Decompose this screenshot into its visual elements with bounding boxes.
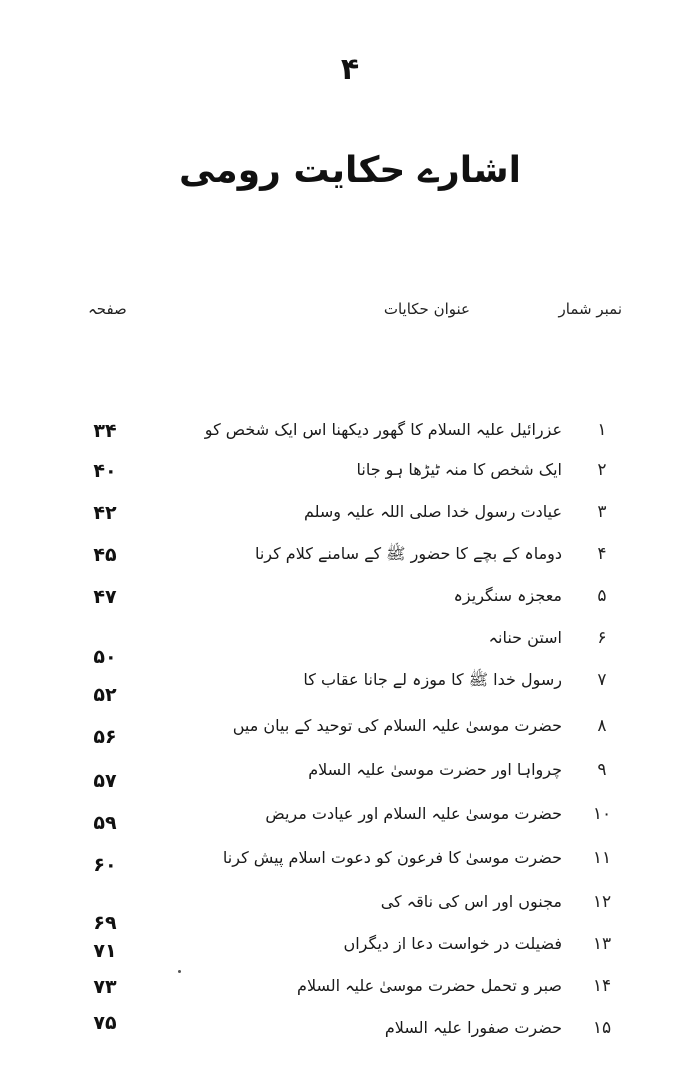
- toc-row: [0, 544, 700, 578]
- row-serial: ۱۳: [592, 934, 612, 954]
- row-serial: ۱۲: [592, 892, 612, 912]
- row-page: ۷۱: [93, 940, 117, 962]
- row-serial: ۱: [597, 420, 607, 440]
- scan-speck: [178, 970, 181, 973]
- row-title: فضیلت در خواست دعا از دیگراں: [343, 934, 562, 953]
- row-title: ایک شخص کا منہ ٹیڑھا ہو جانا: [356, 460, 562, 479]
- header-page: صفحہ: [88, 300, 127, 318]
- row-page: ۴۷: [93, 586, 117, 608]
- row-title: مجنوں اور اس کی ناقہ کی: [380, 892, 562, 911]
- row-title: حضرت موسیٰ علیہ السلام کی توحید کے بیان میں: [232, 716, 562, 735]
- row-title: استن حنانہ: [488, 628, 562, 647]
- row-serial: ۵: [597, 586, 607, 606]
- toc-row: [0, 892, 700, 934]
- row-page: ۶۰: [93, 854, 117, 876]
- toc-row: [0, 804, 700, 838]
- toc-row: [0, 460, 700, 494]
- row-page: ۵۲: [93, 684, 117, 706]
- row-serial: ۶: [597, 628, 607, 648]
- row-page: ۴۵: [93, 544, 117, 566]
- row-page: ۵۶: [93, 726, 117, 748]
- row-title: رسول خدا ﷺ کا موزہ لے جانا عقاب کا: [303, 670, 562, 689]
- row-page: ۷۳: [93, 976, 117, 998]
- row-title: صبر و تحمل حضرت موسیٰ علیہ السلام: [297, 976, 562, 995]
- toc-row: [0, 670, 700, 704]
- toc-row: [0, 976, 700, 1010]
- page-title: اشارے حکایت رومی: [179, 150, 521, 191]
- toc-row: [0, 1012, 700, 1052]
- row-page: ۶۹: [93, 912, 117, 934]
- row-serial: ۷: [597, 670, 607, 690]
- row-page: ۴۰: [93, 460, 117, 482]
- header-story-title: عنوان حکایات: [383, 300, 470, 318]
- row-page: ۵۷: [93, 770, 117, 792]
- toc-row: [0, 628, 700, 668]
- table-header: [0, 300, 700, 330]
- row-title: معجزہ سنگریزہ: [453, 586, 562, 605]
- toc-row: [0, 586, 700, 620]
- page-number: ۴: [340, 52, 360, 87]
- row-serial: ۳: [597, 502, 607, 522]
- row-page: ۷۵: [93, 1012, 117, 1034]
- row-page: ۵۹: [93, 812, 117, 834]
- row-title: حضرت موسیٰ علیہ السلام اور عیادت مریض: [265, 804, 562, 823]
- row-serial: ۱۰: [592, 804, 612, 824]
- row-serial: ۴: [597, 544, 607, 564]
- toc-row: [0, 420, 700, 454]
- header-serial: نمبر شمار: [558, 300, 622, 318]
- row-title: دوماہ کے بچے کا حضور ﷺ کے سامنے کلام کرنا: [254, 544, 562, 563]
- row-serial: ۸: [597, 716, 607, 736]
- toc-row: [0, 934, 700, 968]
- row-title: حضرت موسیٰ کا فرعون کو دعوت اسلام پیش کرنا: [222, 848, 562, 867]
- toc-row: [0, 502, 700, 536]
- row-title: حضرت صفورا علیہ السلام: [384, 1018, 562, 1037]
- row-serial: ۹: [597, 760, 607, 780]
- toc-row: [0, 848, 700, 882]
- toc-row: [0, 760, 700, 794]
- row-serial: ۱۱: [592, 848, 612, 868]
- toc-row: [0, 716, 700, 750]
- row-title: عزرائیل علیہ السلام کا گھور دیکھنا اس ایک شخص کو: [204, 420, 562, 439]
- row-page: ۳۴: [93, 420, 117, 442]
- row-title: عیادت رسول خدا صلی اللہ علیہ وسلم: [303, 502, 562, 521]
- row-serial: ۱۵: [592, 1018, 612, 1038]
- row-serial: ۱۴: [592, 976, 612, 996]
- row-page: ۵۰: [93, 646, 117, 668]
- row-title: چرواہا اور حضرت موسیٰ علیہ السلام: [308, 760, 562, 779]
- row-serial: ۲: [597, 460, 607, 480]
- row-page: ۴۲: [93, 502, 117, 524]
